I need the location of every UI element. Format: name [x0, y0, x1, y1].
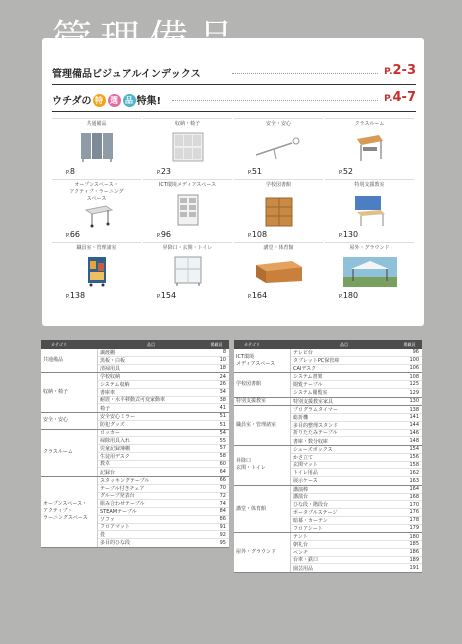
table-row[interactable] — [98, 531, 229, 539]
safety-pole-icon — [252, 133, 306, 163]
table-row[interactable] — [98, 539, 229, 547]
item-page: 179 — [409, 525, 419, 532]
category-name: 屋外・グラウンド — [234, 533, 291, 572]
table-row[interactable] — [98, 477, 229, 485]
table-row[interactable] — [98, 413, 229, 421]
item-page: 144 — [409, 422, 419, 429]
index-page-number: P.138 — [66, 291, 86, 300]
category-name: クラスルーム — [41, 430, 98, 477]
item-name: 書庫・数分収庫 — [293, 438, 329, 445]
item-name: 組み合わせテーブル — [100, 501, 145, 508]
index-page-number: P.180 — [339, 291, 359, 300]
category-name: オープンスペース・ アクティブ・ ラーニングスペース — [41, 477, 98, 547]
index-page-number: P.51 — [248, 167, 263, 176]
item-name: ひな段・階段台 — [293, 502, 329, 509]
item-page: 170 — [409, 501, 419, 508]
table-row[interactable] — [291, 486, 422, 494]
table-row[interactable] — [98, 461, 229, 469]
index-cell-staff-room[interactable]: 職員室・管理諸室 P.138 — [52, 242, 141, 302]
item-page: 130 — [409, 398, 419, 405]
item-name: ポータブルステージ — [293, 509, 338, 516]
item-page: 18 — [219, 365, 226, 372]
table-row[interactable] — [291, 494, 422, 502]
category-name: 講堂・体育館 — [234, 486, 291, 533]
item-name: テレビ台 — [293, 349, 313, 356]
index-cell-special-support[interactable]: 特別支援教室 P.130 — [325, 179, 414, 241]
item-name: フロアマット — [100, 524, 130, 531]
table-row[interactable] — [98, 404, 229, 412]
category-group — [234, 533, 422, 573]
item-name: 椅子 — [100, 405, 111, 412]
table-row[interactable] — [291, 389, 422, 397]
item-name: ロッカー — [100, 430, 120, 437]
item-name: 台車・鉄口 — [293, 557, 319, 564]
item-page: 148 — [409, 438, 419, 445]
index-page-number: P.96 — [157, 230, 172, 239]
table-row[interactable] — [291, 430, 422, 438]
item-page: 51 — [219, 413, 226, 420]
item-page: 34 — [219, 389, 226, 396]
divider — [52, 111, 416, 112]
item-page: 146 — [409, 429, 419, 436]
index-page-number: P.154 — [157, 291, 177, 300]
table-row[interactable] — [291, 564, 422, 572]
item-page: 41 — [219, 405, 226, 412]
office-cart-icon — [86, 255, 108, 287]
table-header: カテゴリ 品目 掲載頁 — [234, 340, 422, 349]
index-cell-ict[interactable]: ICT環境メディアスペース P.96 — [143, 179, 232, 241]
table-row[interactable] — [291, 517, 422, 525]
item-page: 26 — [219, 381, 226, 388]
category-group — [234, 373, 422, 397]
badge-hin: 品 — [123, 94, 136, 107]
item-name: 学校収納 — [100, 374, 121, 381]
item-name: 児童記録簿棚 — [100, 445, 131, 452]
item-name: システム書架 — [293, 374, 323, 381]
category-name: ICT環境 メディアスペース — [234, 349, 291, 372]
index-page-number: P.8 — [66, 167, 75, 176]
item-name: 掃除用具入れ — [100, 438, 131, 445]
table-row[interactable] — [98, 500, 229, 508]
item-name: 書庫車 — [100, 389, 116, 396]
table-row[interactable] — [291, 533, 422, 541]
item-page: 158 — [409, 461, 419, 468]
table-row[interactable] — [291, 373, 422, 381]
item-name: システム閲覧室 — [293, 390, 328, 397]
table-row[interactable] — [98, 349, 229, 357]
table-row[interactable] — [291, 398, 422, 406]
item-page: 86 — [219, 516, 226, 523]
category-table-left — [41, 340, 229, 548]
item-name: 園芸用品 — [293, 565, 314, 572]
index-cell-library[interactable]: 学校図書館 P.108 — [234, 179, 323, 241]
table-row[interactable] — [291, 349, 422, 357]
table-row[interactable] — [98, 437, 229, 445]
table-row[interactable] — [291, 381, 422, 389]
toc-entry-visual-index[interactable] — [52, 63, 416, 83]
category-name: 職員室・管理諸室 — [234, 406, 291, 445]
special-support-desk-icon — [353, 194, 387, 228]
category-group — [41, 349, 229, 373]
table-row[interactable] — [291, 477, 422, 485]
tablet-charging-cabinet-icon — [177, 194, 199, 226]
item-page: 92 — [219, 531, 226, 538]
item-page: 54 — [219, 429, 226, 436]
bookshelf-icon — [264, 196, 294, 228]
outdoor-tent-icon — [343, 257, 397, 287]
item-name: 閲覧テーブル — [293, 381, 323, 388]
index-cell-open-space[interactable]: オープンスペース・ アクティブ・ラーニング スペース P.66 — [52, 179, 141, 241]
item-page: 8 — [222, 349, 226, 356]
item-name: トイレ用品 — [293, 470, 318, 477]
table-row[interactable] — [98, 453, 229, 461]
item-page: 57 — [219, 445, 226, 452]
item-page: 64 — [219, 469, 226, 476]
table-row[interactable] — [291, 501, 422, 509]
table-row[interactable] — [98, 397, 229, 405]
table-row[interactable] — [291, 437, 422, 445]
item-page: 138 — [409, 406, 419, 413]
item-name: 教卓 — [100, 461, 111, 468]
item-page: 163 — [409, 477, 419, 484]
item-name: 多目的ひな段 — [100, 540, 131, 547]
item-page: 129 — [409, 389, 419, 396]
item-page: 24 — [219, 373, 226, 380]
table-row[interactable] — [98, 516, 229, 524]
category-name: 収納・椅子 — [41, 373, 98, 412]
item-page: 162 — [409, 469, 419, 476]
category-table-right — [234, 340, 422, 573]
table-row[interactable] — [98, 445, 229, 453]
table-row[interactable] — [291, 446, 422, 454]
item-name: テント — [293, 534, 308, 541]
item-name: プログラムタイマー — [293, 407, 338, 414]
item-page: 176 — [409, 509, 419, 516]
index-page-number: P.23 — [157, 167, 172, 176]
item-name: 玄関マット — [293, 462, 318, 469]
item-page: 95 — [219, 539, 226, 546]
table-row[interactable] — [98, 508, 229, 516]
category-group — [41, 430, 229, 478]
item-page: 51 — [219, 421, 226, 428]
table-row[interactable] — [291, 365, 422, 373]
item-name: 特別支援教室家具 — [293, 398, 334, 405]
school-desk-icon — [355, 131, 385, 163]
item-name: 安全安心ミラー — [100, 413, 136, 420]
index-card — [42, 38, 424, 326]
item-page: 96 — [412, 349, 419, 356]
item-page: 186 — [409, 549, 419, 556]
index-cell-auditorium[interactable]: 講堂・体育館 P.164 — [234, 242, 323, 302]
item-name: 清掃用具 — [100, 365, 121, 372]
table-row[interactable] — [291, 357, 422, 365]
item-name: 展示ケース — [293, 478, 318, 485]
item-name: 畳 — [100, 532, 106, 539]
item-name: 総折機 — [293, 414, 309, 421]
leader-dots — [232, 73, 378, 74]
badge-sen: 選 — [108, 94, 121, 107]
item-page: 191 — [409, 565, 419, 572]
leader-dots — [172, 100, 378, 101]
item-name: 記録台 — [100, 469, 116, 476]
index-page-number: P.108 — [248, 230, 268, 239]
item-page: 72 — [219, 492, 226, 499]
category-name: 安全・安心 — [41, 413, 98, 429]
index-cell-safety[interactable]: 安全・安心 P.51 — [234, 118, 323, 178]
item-name: スタッキングテーブル — [100, 477, 150, 484]
index-cell-classroom[interactable]: クラスルーム P.52 — [325, 118, 414, 178]
item-name: グループ発表台 — [100, 493, 135, 500]
table-row[interactable] — [291, 525, 422, 533]
item-page: 189 — [409, 556, 419, 563]
table-row[interactable] — [291, 454, 422, 462]
table-row[interactable] — [98, 365, 229, 373]
category-group — [41, 413, 229, 430]
item-page: 106 — [409, 365, 419, 372]
item-name: 防犯グッズ — [100, 422, 125, 429]
item-page: 168 — [409, 493, 419, 500]
toc-entry-feature[interactable] — [52, 90, 416, 110]
item-name: ソファ — [100, 516, 115, 523]
item-page: 84 — [219, 508, 226, 515]
table-row[interactable] — [291, 414, 422, 422]
item-page: 60 — [219, 460, 226, 467]
table-row[interactable] — [291, 469, 422, 477]
category-name: 共通備品 — [41, 349, 98, 372]
item-page: 141 — [409, 414, 419, 421]
category-group — [234, 486, 422, 534]
storage-cabinet-icon — [171, 131, 205, 163]
item-name: ベンチ — [293, 549, 309, 556]
category-group — [234, 349, 422, 373]
table-row[interactable] — [291, 557, 422, 565]
category-group — [234, 406, 422, 446]
item-name: STEAMテーブル — [100, 508, 137, 515]
item-name: 講演台 — [293, 494, 309, 501]
table-header: カテゴリ 品目 掲載頁 — [41, 340, 229, 349]
item-page: 70 — [219, 485, 226, 492]
item-name: CAIデスク — [293, 365, 317, 372]
item-page: 10 — [219, 357, 226, 364]
index-cell-common[interactable]: 共通備品 P.8 — [52, 118, 141, 178]
table-row[interactable] — [98, 373, 229, 381]
toc-label: 管理備品ビジュアルインデックス — [52, 69, 201, 80]
table-row[interactable] — [98, 381, 229, 389]
table-row[interactable] — [291, 462, 422, 470]
item-page: 74 — [219, 500, 226, 507]
item-page: 55 — [219, 437, 226, 444]
item-name: 暗幕・カーテン — [293, 517, 328, 524]
item-name: かさ立て — [293, 454, 314, 461]
badge-toku: 特 — [93, 94, 106, 107]
stage-riser-icon — [254, 259, 304, 285]
item-name: 譲渡棚 — [100, 349, 116, 356]
item-page: 100 — [409, 357, 419, 364]
item-page: 156 — [409, 454, 419, 461]
table-row[interactable] — [98, 468, 229, 476]
item-page: 108 — [409, 373, 419, 380]
category-group — [41, 477, 229, 548]
item-page: 58 — [219, 453, 226, 460]
partition-screen-icon — [80, 131, 114, 163]
category-group — [234, 446, 422, 486]
item-name: シューズボックス — [293, 446, 333, 453]
table-row[interactable] — [98, 524, 229, 532]
toc-label: ウチダの 特 選 品 特集! — [52, 96, 162, 107]
toc-page-ref: P.4-7 — [384, 90, 416, 105]
table-row[interactable] — [98, 485, 229, 493]
table-row[interactable] — [98, 389, 229, 397]
index-page-number: P.52 — [339, 167, 354, 176]
index-page-number: P.66 — [66, 230, 81, 239]
divider — [52, 84, 416, 85]
index-page-number: P.164 — [248, 291, 268, 300]
item-page: 38 — [219, 396, 226, 403]
showcase-icon — [173, 255, 203, 287]
table-row[interactable] — [291, 541, 422, 549]
item-page: 178 — [409, 517, 419, 524]
category-name: 学校図書館 — [234, 373, 291, 396]
item-name: 耐震・水平移動式可変家動車 — [100, 397, 166, 404]
item-page: 185 — [409, 541, 419, 548]
item-name: 朝礼台 — [293, 541, 309, 548]
item-page: 66 — [219, 477, 226, 484]
table-row[interactable] — [98, 430, 229, 438]
item-name: 折りたたみテーブル — [293, 430, 338, 437]
category-name: 特別支援教室 — [234, 398, 291, 406]
table-row[interactable] — [291, 549, 422, 557]
table-row[interactable] — [291, 406, 422, 414]
item-page: 91 — [219, 523, 226, 530]
index-cell-storage[interactable]: 収納・椅子 P.23 — [143, 118, 232, 178]
active-learning-desk-icon — [84, 204, 114, 228]
index-page-number: P.130 — [339, 230, 359, 239]
category-group — [234, 398, 422, 407]
table-row[interactable] — [98, 493, 229, 501]
item-page: 180 — [409, 533, 419, 540]
item-name: テーブル付きチェア — [100, 485, 145, 492]
table-row[interactable] — [291, 509, 422, 517]
item-page: 154 — [409, 446, 419, 453]
item-page: 125 — [409, 381, 419, 388]
category-name: 昇降口 玄関・トイレ — [234, 446, 291, 485]
item-name: システム収納 — [100, 381, 130, 388]
item-name: タブレットPC保管庫 — [293, 357, 340, 364]
toc-page-ref: P.2-3 — [384, 63, 416, 78]
item-name: 黒板・白板 — [100, 357, 126, 364]
item-name: 多目的整理スタンド — [293, 422, 339, 429]
category-group — [41, 373, 229, 413]
table-row[interactable] — [291, 422, 422, 430]
index-cell-outdoor[interactable]: 屋外・グラウンド P.180 — [325, 242, 414, 302]
item-page: 164 — [409, 486, 419, 493]
index-cell-entrance[interactable]: 昇降口・玄関・トイレ P.154 — [143, 242, 232, 302]
table-row[interactable] — [98, 357, 229, 365]
item-name: 講演棒 — [293, 486, 309, 493]
item-name: フロアシート — [293, 525, 323, 532]
item-name: 生徒用デスク — [100, 453, 130, 460]
table-row[interactable] — [98, 421, 229, 429]
